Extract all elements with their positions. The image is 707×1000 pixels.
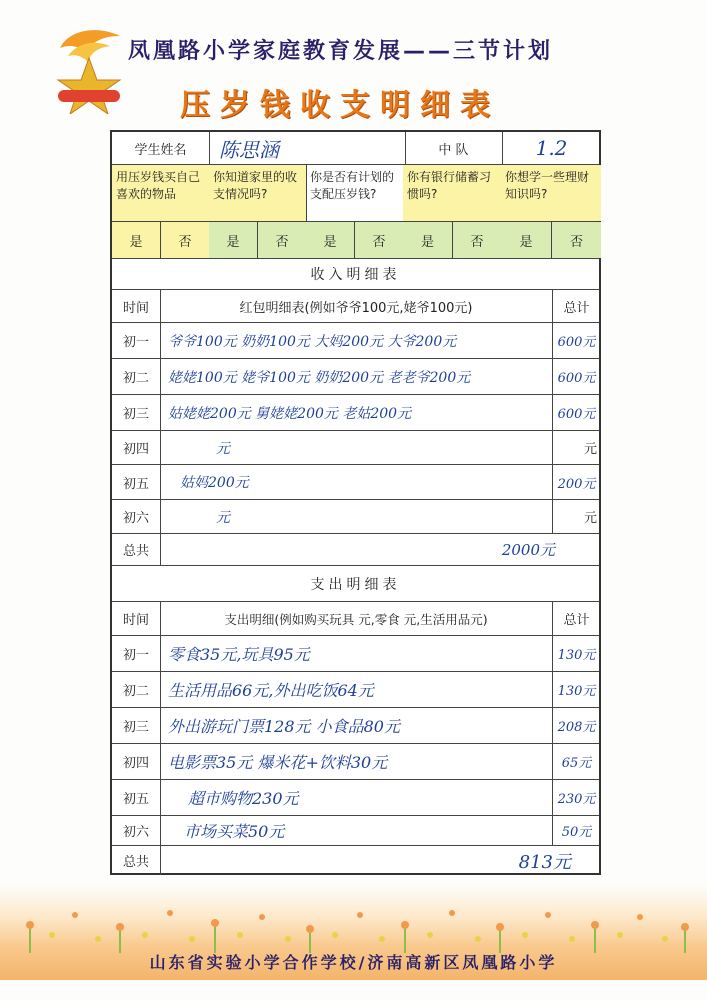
income-detail: 元 xyxy=(216,440,230,457)
income-total: 元 xyxy=(583,511,597,526)
flower-border-decoration xyxy=(0,895,707,955)
income-total-value: 2000元 xyxy=(501,541,555,559)
yes-no-row xyxy=(112,222,599,259)
question-1: 用压岁钱买自己喜欢的物品 xyxy=(112,165,209,221)
q4-no[interactable]: 否 xyxy=(452,222,501,258)
income-row xyxy=(112,465,599,500)
income-total: 600元 xyxy=(557,371,596,386)
expense-total: 230元 xyxy=(557,792,596,807)
name-label: 学生姓名 xyxy=(134,142,187,158)
income-section-title: 收入明细表 xyxy=(112,259,599,290)
income-header-row xyxy=(112,290,599,323)
q1-no[interactable]: 否 xyxy=(160,222,209,258)
income-detail: 元 xyxy=(216,509,230,526)
questions-row xyxy=(112,165,599,222)
expense-section-title: 支出明细表 xyxy=(112,566,599,602)
squad-value: 1.2 xyxy=(535,136,568,160)
question-2: 你知道家里的收支情况吗? xyxy=(209,165,306,221)
expense-total: 65元 xyxy=(561,756,592,771)
expense-day: 初四 xyxy=(122,756,149,771)
income-detail: 姑姥姥200元 舅姥姥200元 老姑200元 xyxy=(168,405,412,422)
expense-row xyxy=(112,780,599,816)
q4-yes[interactable]: 是 xyxy=(403,222,452,258)
expense-row xyxy=(112,708,599,744)
question-3: 你是否有计划的支配压岁钱? xyxy=(310,170,395,201)
income-col-time: 时间 xyxy=(122,300,149,316)
expense-detail: 电影票35元 爆米花+饮料30元 xyxy=(168,753,388,772)
q3-yes[interactable]: 是 xyxy=(306,222,354,258)
form-title: 压岁钱收支明细表 xyxy=(180,88,500,123)
expense-total: 130元 xyxy=(557,648,596,663)
income-total: 600元 xyxy=(557,335,596,350)
expense-detail: 零食35元,玩具95元 xyxy=(168,645,310,664)
expense-total-label: 总共 xyxy=(122,855,149,870)
income-col-detail: 红包明细表(例如爷爷100元,姥爷100元) xyxy=(239,300,473,316)
income-col-total: 总计 xyxy=(563,300,590,316)
expense-total: 208元 xyxy=(557,720,596,735)
income-row xyxy=(112,395,599,431)
income-detail: 爷爷100元 奶奶100元 大妈200元 大爷200元 xyxy=(168,333,457,350)
expense-row xyxy=(112,744,599,780)
income-total: 600元 xyxy=(557,407,596,422)
income-day: 初一 xyxy=(122,335,149,350)
footer-school-name: 山东省实验小学合作学校/济南高新区凤凰路小学 xyxy=(149,953,558,972)
student-info-row xyxy=(112,132,599,165)
income-day: 初六 xyxy=(122,511,149,526)
torch-star-logo xyxy=(50,28,128,114)
income-row xyxy=(112,500,599,534)
q1-yes[interactable]: 是 xyxy=(112,222,160,258)
expense-col-total: 总计 xyxy=(563,613,590,628)
expense-row xyxy=(112,672,599,708)
expense-day: 初二 xyxy=(122,684,149,699)
expense-total-value: 813元 xyxy=(518,851,571,873)
income-day: 初四 xyxy=(122,442,149,457)
income-total: 元 xyxy=(583,442,597,457)
expense-col-time: 时间 xyxy=(122,613,149,628)
expense-day: 初一 xyxy=(122,648,149,663)
question-5: 你想学一些理财知识吗? xyxy=(501,165,601,221)
expense-total: 50元 xyxy=(561,825,592,840)
squad-label: 中 队 xyxy=(438,142,469,158)
expense-row xyxy=(112,816,599,846)
income-detail: 姥姥100元 姥爷100元 奶奶200元 老老爷200元 xyxy=(168,369,471,386)
income-row xyxy=(112,323,599,359)
expense-day: 初五 xyxy=(122,792,149,807)
expense-detail: 外出游玩门票128元 小食品80元 xyxy=(168,717,400,736)
income-day: 初二 xyxy=(122,371,149,386)
name-value: 陈思涵 xyxy=(219,137,279,162)
school-title: 凤凰路小学家庭教育发展——三节计划 xyxy=(128,39,554,64)
income-row xyxy=(112,431,599,465)
expense-detail: 超市购物230元 xyxy=(188,789,299,808)
income-total: 200元 xyxy=(557,476,596,492)
q5-no[interactable]: 否 xyxy=(551,222,601,258)
expense-row xyxy=(112,636,599,672)
q2-no[interactable]: 否 xyxy=(257,222,306,258)
question-4: 你有银行储蓄习惯吗? xyxy=(403,165,501,221)
income-detail: 姑妈200元 xyxy=(180,475,249,491)
expense-col-detail: 支出明细(例如购买玩具 元,零食 元,生活用品元) xyxy=(224,611,488,627)
income-row xyxy=(112,359,599,395)
expense-day: 初三 xyxy=(122,720,149,735)
income-total-label: 总共 xyxy=(122,544,149,559)
expense-total-row xyxy=(112,846,599,875)
expense-total: 130元 xyxy=(557,684,596,699)
q3-no[interactable]: 否 xyxy=(354,222,403,258)
expense-day: 初六 xyxy=(122,825,149,840)
q2-yes[interactable]: 是 xyxy=(209,222,257,258)
money-ledger-table xyxy=(110,130,601,875)
expense-header-row xyxy=(112,602,599,636)
income-day: 初三 xyxy=(122,407,149,422)
income-total-row xyxy=(112,534,599,566)
expense-detail: 市场买菜50元 xyxy=(184,822,285,841)
q5-yes[interactable]: 是 xyxy=(501,222,551,258)
income-day: 初五 xyxy=(122,476,149,492)
expense-detail: 生活用品66元,外出吃饭64元 xyxy=(168,681,374,700)
